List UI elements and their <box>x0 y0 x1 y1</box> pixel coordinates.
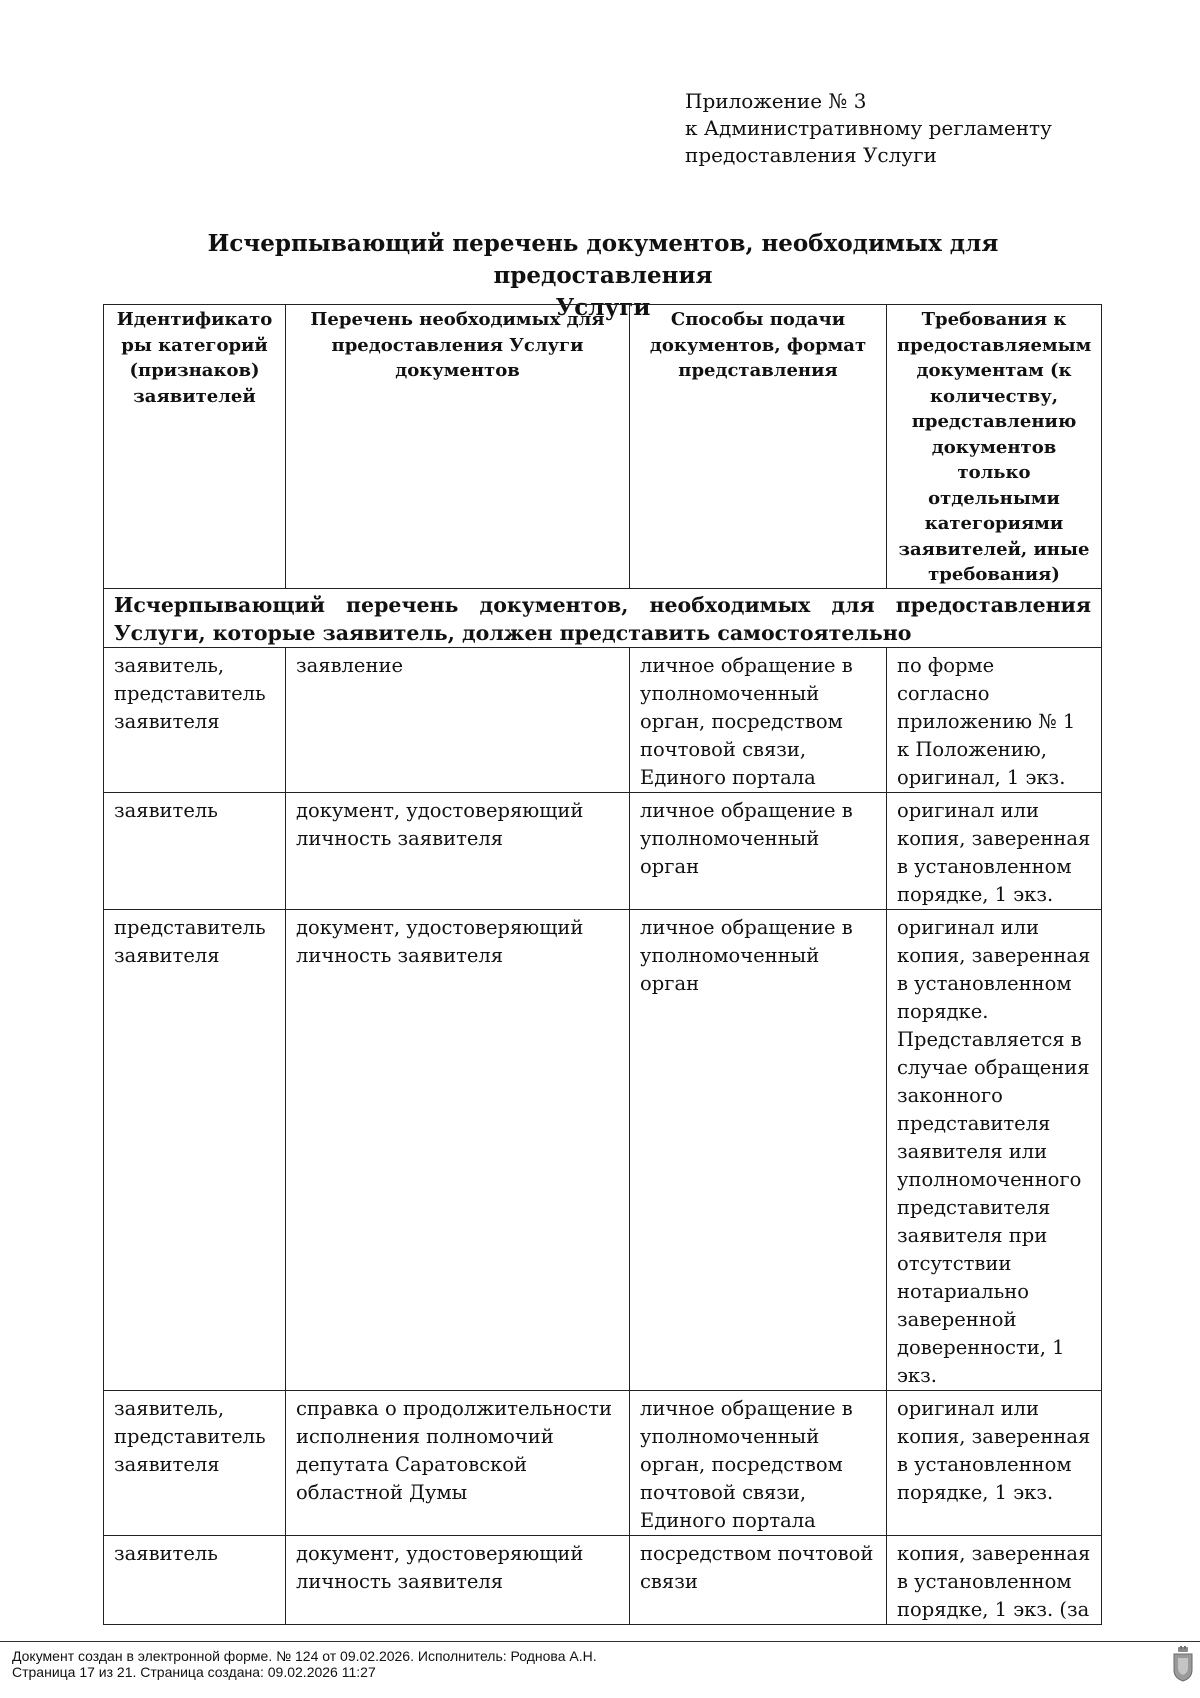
cell-document: справка о продолжительности исполнения полномочий депутата Саратовской областной Думы <box>286 1390 630 1535</box>
appendix-caption <box>685 88 1052 169</box>
cell-applicant: заявитель <box>104 792 286 909</box>
header-applicant-category: Идентификато ры категорий (признаков) заявителей <box>104 305 286 589</box>
table-row <box>104 1390 1102 1535</box>
document-title-line-1: Исчерпывающий перечень документов, необходимых для предоставления <box>207 230 999 289</box>
table-header-row <box>104 305 1102 589</box>
cell-method: личное обращение в уполномоченный орган, посредством почтовой связи, Единого портала <box>630 1390 887 1535</box>
document-title-line-2: Услуги <box>555 294 651 321</box>
cell-applicant: заявитель <box>104 1535 286 1624</box>
header-document-list: Перечень необходимых для предоставления Услуги документов <box>286 305 630 589</box>
coat-of-arms-icon <box>1172 1646 1194 1682</box>
cell-method: личное обращение в уполномоченный орган, посредством почтовой связи, Единого портала <box>630 647 887 792</box>
table-row <box>104 792 1102 909</box>
appendix-subject: предоставления Услуги <box>685 143 937 167</box>
cell-applicant: представитель заявителя <box>104 909 286 1390</box>
cell-requirements: оригинал или копия, заверенная в установленном порядке, 1 экз. <box>887 792 1102 909</box>
table-row <box>104 647 1102 792</box>
footer-divider <box>0 1641 1200 1642</box>
cell-requirements: по форме согласно приложению № 1 к Положению, оригинал, 1 экз. <box>887 647 1102 792</box>
cell-requirements: копия, заверенная в установленном порядке, 1 экз. (за <box>887 1535 1102 1624</box>
cell-applicant: заявитель, представитель заявителя <box>104 647 286 792</box>
table-row <box>104 909 1102 1390</box>
table-row <box>104 1535 1102 1624</box>
cell-method: личное обращение в уполномоченный орган <box>630 909 887 1390</box>
cell-method: личное обращение в уполномоченный орган <box>630 792 887 909</box>
section-title: Исчерпывающий перечень документов, необходимых для предоставления Услуги, которые заявитель, должен представить самостоятельно <box>104 588 1102 647</box>
header-submission-method: Способы подачи документов, формат представления <box>630 305 887 589</box>
cell-method: посредством почтовой связи <box>630 1535 887 1624</box>
cell-document: заявление <box>286 647 630 792</box>
cell-document: документ, удостоверяющий личность заявителя <box>286 792 630 909</box>
appendix-number: Приложение № 3 <box>685 89 867 113</box>
appendix-reference: к Административному регламенту <box>685 116 1052 140</box>
page-footer <box>12 1648 597 1680</box>
header-requirements: Требования к предоставляемым документам (к количеству, представлению документов только отдельными категориями заявителей, иные требования) <box>887 305 1102 589</box>
footer-page-info: Страница 17 из 21. Страница создана: 09.02.2026 11:27 <box>12 1664 376 1680</box>
cell-requirements: оригинал или копия, заверенная в установленном порядке, 1 экз. <box>887 1390 1102 1535</box>
documents-table <box>103 304 1102 1625</box>
cell-document: документ, удостоверяющий личность заявителя <box>286 909 630 1390</box>
footer-document-info: Документ создан в электронной форме. № 124 от 09.02.2026. Исполнитель: Роднова А.Н. <box>12 1648 597 1664</box>
section-row <box>104 588 1102 647</box>
cell-document: документ, удостоверяющий личность заявителя <box>286 1535 630 1624</box>
cell-applicant: заявитель, представитель заявителя <box>104 1390 286 1535</box>
cell-requirements: оригинал или копия, заверенная в установленном порядке. Представляется в случае обращения законного представителя заявителя или уполномоченного представителя заявителя при отсутствии нотариально заверенной доверенности, 1 экз. <box>887 909 1102 1390</box>
